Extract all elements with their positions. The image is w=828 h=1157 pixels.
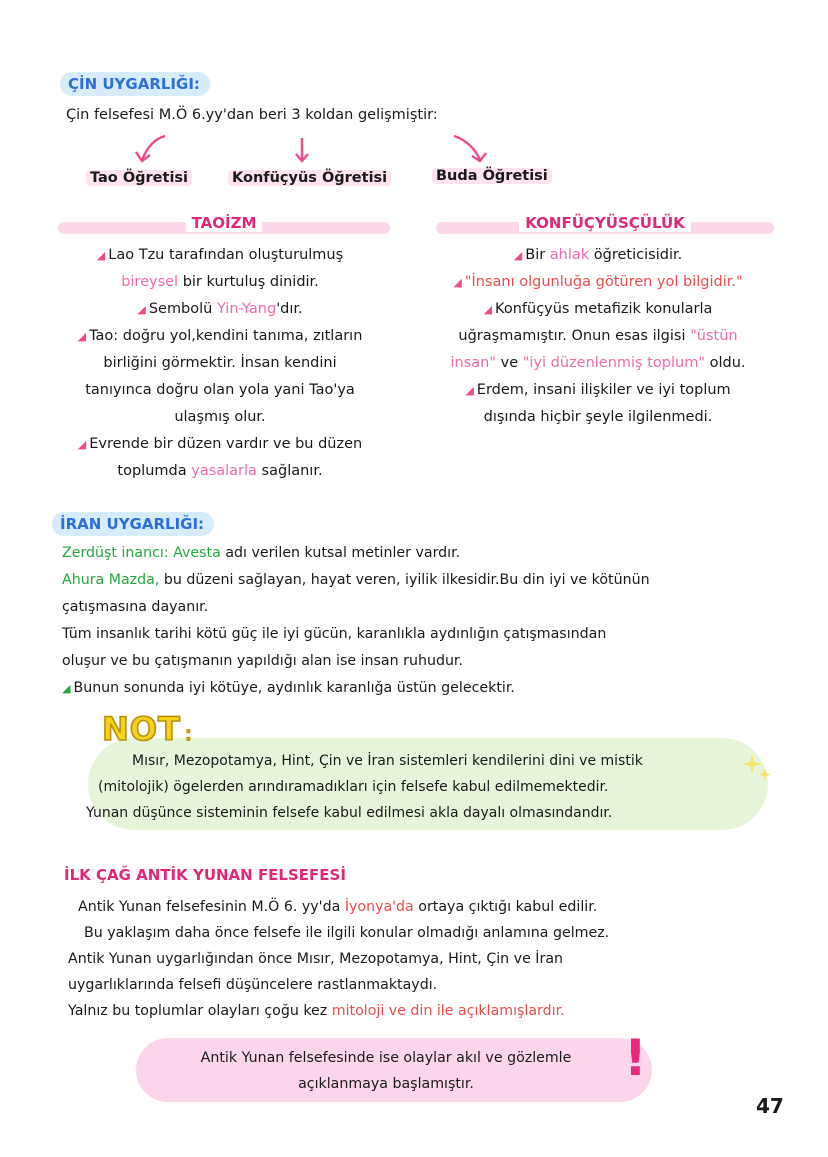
antik-body: Antik Yunan felsefesinin M.Ö 6. yy'da İyonya'da ortaya çıktığı kabul edilir. Bu yaklaşım daha önce felsefe ile ilgili konular olmadığı anlamına gelmez. Antik Yunan uygarlığından önce Mısır, Mezopotamya, Hint, Çin ve İran uygarlıklarında felsefi düşüncelere rastlanmaktaydı. Yalnız bu toplumlar olayları çoğu kez mitoloji ve din ile açıklamışlardır. (68, 899, 610, 1019)
page-number: 47 (756, 1094, 784, 1118)
iran-title: İRAN UYGARLIĞI: (52, 512, 214, 536)
branch-buda: Buda Öğretisi (432, 168, 552, 184)
cin-header (60, 74, 210, 93)
taoizm-title: TAOİZM (58, 214, 390, 232)
konfucyus-title: KONFÜÇYÜSÇÜLÜK (436, 214, 774, 232)
iran-body: Zerdüşt inancı: Avesta adı verilen kutsal metinler vardır. Ahura Mazda, bu düzeni sağlayan, hayat veren, iyilik ilkesidir.Bu din iyi ve kötünün çatışmasına dayanır. Tüm insanlık tarihi kötü güç ile iyi gücün, karanlıkla aydınlığın çatışmasından oluşur ve bu çatışmanın yapıldığı alan ise insan ruhudur. ◢ Bunun sonunda iyi kötüye, aydınlık karanlığa üstün gelecektir. (62, 545, 650, 696)
cin-title: ÇİN UYGARLIĞI: (60, 72, 210, 96)
konfucyus-body: ◢ Bir ahlak öğreticisidir. ◢ "İnsanı olgunluğa götüren yol bilgidir." ◢ Konfüçyüs metafizik konularla uğraşmamıştır. Onun esas ilgisi "üstün insan" ve "iyi düzenlenmiş toplum" oldu. ◢ Erdem, insani ilişkiler ve iyi toplum dışında hiçbir şeyle ilgilenmedi. (450, 247, 746, 425)
cin-intro: Çin felsefesi M.Ö 6.yy'dan beri 3 koldan gelişmiştir: (66, 107, 438, 123)
callout-text: Antik Yunan felsefesinde ise olaylar akıl ve gözlemle açıklanmaya başlamıştır. (200, 1050, 572, 1092)
exclamation-icon: ! (624, 1029, 647, 1087)
arrow-left-icon (142, 136, 165, 160)
arrow-right-icon (454, 136, 480, 160)
note-colon: : (184, 722, 193, 747)
taoizm-body: ◢ Lao Tzu tarafından oluşturulmuş bireysel bir kurtuluş dinidir. ◢ Sembolü Yin-Yang'dır. ◢ Tao: doğru yol,kendini tanıma, zıtların birliğini görmektir. İnsan kendini tanıyınca doğru olan yola yani Tao'ya ulaşmış olur. ◢ Evrende bir düzen vardır ve bu düzen toplumda yasalarla sağlanır. (77, 247, 363, 479)
iran-header (52, 514, 214, 533)
branch-arrows (120, 130, 520, 170)
note-title: NOT (102, 710, 181, 748)
note-body: Mısır, Mezopotamya, Hint, Çin ve İran sistemleri kendilerini dini ve mistik (mitolojik) ögelerden arındıramadıkları için felsefe kabul edilmemektedir. Yunan düşünce sisteminin felsefe kabul edilmesi akla dayalı olmasındandır. (86, 753, 643, 821)
sparkle-stars-icon (740, 752, 774, 784)
antik-title: İLK ÇAĞ ANTİK YUNAN FELSEFESİ (64, 866, 346, 884)
branch-tao: Tao Öğretisi (86, 170, 192, 186)
branch-konfucyus: Konfüçyüs Öğretisi (228, 170, 391, 186)
